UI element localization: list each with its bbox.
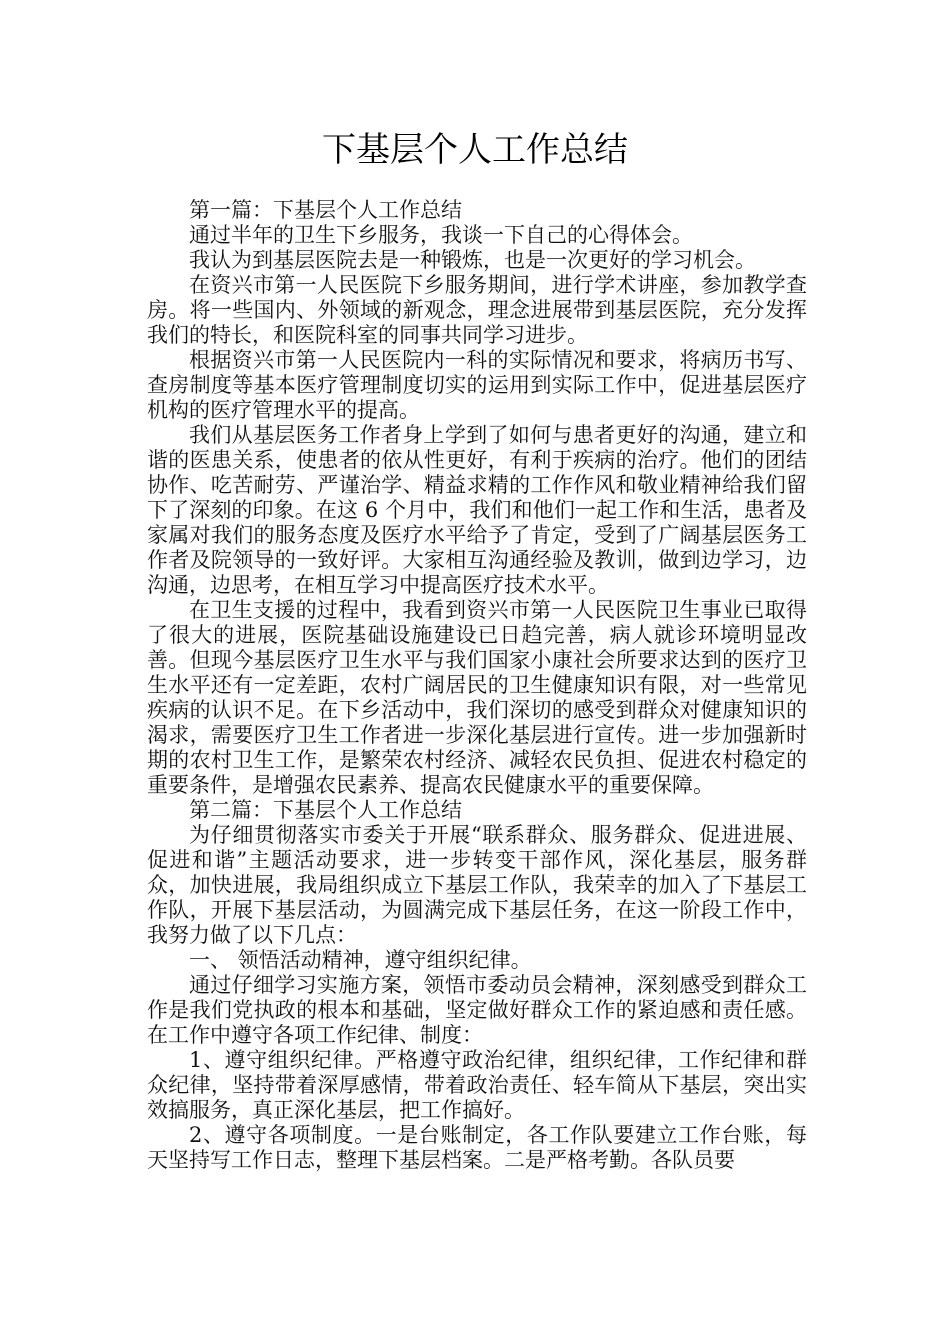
paragraph: 通过仔细学习实施方案，领悟市委动员会精神，深刻感受到群众工作是我们党执政的根本和基础，坚定做好群众工作的紧迫感和责任感。在工作中遵守各项工作纪律、制度： — [147, 973, 807, 1047]
paragraph: 第一篇：下基层个人工作总结 — [189, 198, 462, 222]
paragraph: 我认为到基层医院去是一种锻炼，也是一次更好的学习机会。 — [189, 248, 756, 272]
paragraph: 为仔细贯彻落实市委关于开展“联系群众、服务群众、促进进展、促进和谐”主题活动要求，进一步转变干部作风，深化基层，服务群众，加快进展，我局组织成立下基层工作队，我荣幸的加入了下基层工作队，开展下基层活动，为圆满完成下基层任务，在这一阶段工作中，我努力做了以下几点： — [147, 823, 807, 947]
paragraph: 2、遵守各项制度。一是台账制定，各工作队要建立工作台账，每天坚持写工作日志，整理下基层档案。二是严格考勤。各队员要 — [147, 1123, 807, 1172]
document-body — [147, 198, 807, 1173]
paragraph: 我们从基层医务工作者身上学到了如何与患者更好的沟通，建立和谐的医患关系，使患者的依从性更好，有利于疾病的治疗。他们的团结协作、吃苦耐劳、严谨治学、精益求精的工作作风和敬业精神给我们留下了深刻的印象。在这 6 个月中，我们和他们一起工作和生活，患者及家属对我们的服务态度及医疗水平给予了肯定，受到了广阔基层医务工作者及院领导的一致好评。大家相互沟通经验及教训，做到边学习，边沟通，边思考，在相互学习中提高医疗技术水平。 — [147, 423, 807, 597]
document-title: 下基层个人工作总结 — [322, 130, 628, 170]
paragraph: 1、遵守组织纪律。严格遵守政治纪律，组织纪律，工作纪律和群众纪律，坚持带着深厚感情，带着政治责任、轻车简从下基层，突出实效搞服务，真正深化基层，把工作搞好。 — [147, 1048, 807, 1122]
paragraph: 一、 领悟活动精神，遵守组织纪律。 — [189, 948, 532, 972]
paragraph: 通过半年的卫生下乡服务，我谈一下自己的心得体会。 — [189, 223, 693, 247]
paragraph: 在卫生支援的过程中，我看到资兴市第一人民医院卫生事业已取得了很大的进展，医院基础设施建设已日趋完善，病人就诊环境明显改善。但现今基层医疗卫生水平与我们国家小康社会所要求达到的医疗卫生水平还有一定差距，农村广阔居民的卫生健康知识有限，对一些常见疾病的认识不足。在下乡活动中，我们深切的感受到群众对健康知识的渴求，需要医疗卫生工作者进一步深化基层进行宣传。进一步加强新时期的农村卫生工作，是繁荣农村经济、减轻农民负担、促进农村稳定的重要条件，是增强农民素养、提高农民健康水平的重要保障。 — [147, 598, 807, 797]
paragraph: 根据资兴市第一人民医院内一科的实际情况和要求，将病历书写、查房制度等基本医疗管理制度切实的运用到实际工作中，促进基层医疗机构的医疗管理水平的提高。 — [147, 348, 807, 422]
paragraph: 第二篇：下基层个人工作总结 — [189, 798, 462, 822]
paragraph: 在资兴市第一人民医院下乡服务期间，进行学术讲座，参加教学查房。将一些国内、外领域的新观念，理念进展带到基层医院，充分发挥我们的特长，和医院科室的同事共同学习进步。 — [147, 273, 807, 347]
